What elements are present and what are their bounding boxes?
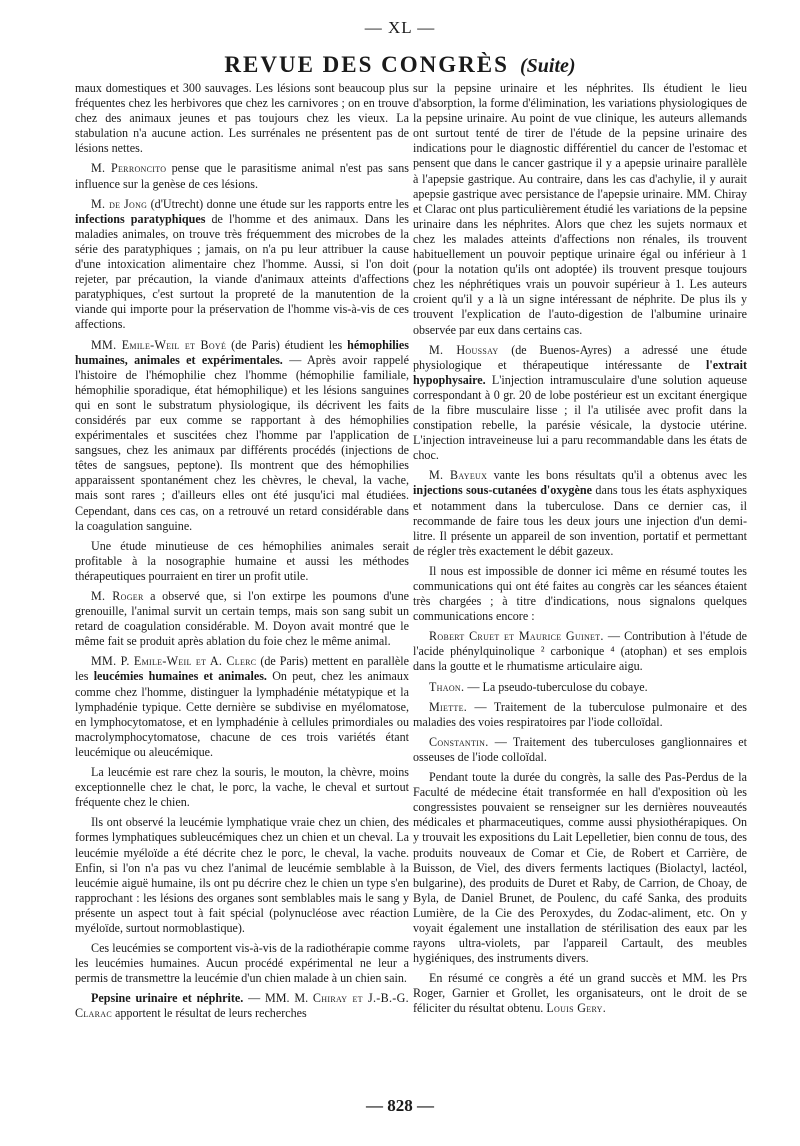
paragraph — [413, 735, 747, 765]
paragraph-text: — Après avoir rappelé l'histoire de l'hémophilie chez l'homme (hémophilie familiale, hémophilie sporadique, état hémophilique) et les lésions sanguines qui en sont le substratum physiologique, ils décrivent les faits considérés par eux comme se rapportant à des hémophilies expérimentales et suscitées chez l'homme par l'application de sangsues, chez les animaux par différents procédés (injections de têtes de sangsues, peptone). Ils montrent que des hémophilies apparaissent spontanément chez les chèvres, le cheval, la vache, mais sont rares ; d'ailleurs elles ont été jusqu'ici mal étudiées. Cependant, dans ces cas, on a retrouvé un retard considérable dans la coagulation sanguine. — [75, 352, 409, 533]
paragraph — [413, 81, 747, 338]
paragraph — [75, 338, 409, 534]
paragraph-text: Ces leucémies se comportent vis-à-vis de la radiothérapie comme les leucémies humaines. Aucun procédé expérimental ne leur a permis de transmettre la leucémie d'un chien malade à un chien sain. — [75, 941, 409, 986]
right-column — [413, 81, 747, 1093]
paragraph — [413, 564, 747, 624]
paragraph — [413, 700, 747, 730]
paragraph — [75, 991, 409, 1021]
signature: Louis Gery. — [546, 1001, 607, 1016]
paragraph-text: En résumé ce congrès a été un grand succès et MM. les Prs Roger, Garnier et Grollet, les organisateurs, ont le droit de se féliciter du résultat obtenu. — [413, 971, 747, 1016]
topic-bold: Pepsine urinaire et néphrite. — [91, 991, 244, 1006]
paragraph-text: (d'Utrecht) donne une étude sur les rapports entre les — [147, 196, 409, 211]
left-column — [75, 81, 409, 1093]
topic-bold: hémophilies humaines, animales et expérimentales. — [75, 337, 409, 367]
paragraph — [75, 539, 409, 584]
paragraph — [75, 81, 409, 156]
author-name: M. de Jong — [91, 196, 148, 211]
paragraph — [75, 765, 409, 810]
page-roman-numeral: — XL — — [364, 18, 436, 37]
paragraph-text: pense que le parasitisme animal n'est pas sans influence sur la genèse de ces lésions. — [75, 161, 409, 191]
author-name: Miette. — [429, 699, 468, 714]
paragraph-text: — Traitement de la tuberculose pulmonaire et des maladies des voies respiratoires par l'iode colloïdal. — [413, 699, 747, 729]
author-name: Constantin. — [429, 734, 489, 749]
paragraph-text: — Traitement des tuberculoses ganglionnaires et osseuses de l'iode colloïdal. — [413, 734, 747, 764]
paragraph-text: de l'homme et des animaux. Dans les maladies animales, on trouve très fréquemment des microbes de la série des paratyphiques ; jamais, on n'a pu leur attribuer la cause d'une intoxication alimentaire chez l'homme. Aussi, si l'on doit rejeter, par précaution, la viande d'animaux atteints d'affections paratyphiques, c'est surtout la propreté de la manutention de la viande qui importe pour la préservation de l'homme vis-à-vis de ces affections. — [75, 211, 409, 332]
page-title — [0, 52, 800, 78]
paragraph-text: Une étude minutieuse de ces hémophilies animales serait profitable à la nosographie humaine et aussi les méthodes thérapeutiques pourraient en tirer un profit utile. — [75, 538, 409, 583]
paragraph-text: L'injection intramusculaire d'une solution aqueuse correspondant à 0 gr. 20 de lobe postérieur est un excitant énergique de la fibre musculaire lisse ; il l'a utilisée avec profit dans la constipation rebelle, la parésie vésicale, la dystocie utérine. L'injection intraveineuse lui a paru recommandable dans les états de choc. — [413, 372, 747, 463]
paragraph — [75, 589, 409, 649]
paragraph-text: apportent le résultat de leurs recherches — [111, 1006, 307, 1021]
title-main: REVUE DES CONGRÈS — [224, 52, 509, 77]
paragraph — [75, 161, 409, 191]
author-name: Robert Cruet et Maurice Guinet. — [429, 629, 604, 644]
author-name: M. Houssay — [429, 342, 499, 357]
paragraph-text: (de Paris) mettent en parallèle les — [75, 654, 409, 684]
topic-bold: l'extrait hypophysaire. — [413, 357, 747, 387]
paragraph — [75, 941, 409, 986]
author-name: Thaon. — [429, 679, 465, 694]
paragraph — [413, 629, 747, 674]
author-name: MM. P. Emile-Weil et A. Clerc — [91, 654, 257, 669]
title-suite: (Suite) — [520, 55, 576, 77]
author-name: M. Roger — [91, 589, 144, 603]
paragraph-text: dans tous les états asphyxiques et notamment dans la tuberculose. Dans ce dernier cas, il recommande de faire tous les deux jours une injection d'un demi-litre. Il présente un appareil de son invention, portatif et permettant de régler très exactement le débit gazeux. — [413, 483, 747, 558]
paragraph-text: (de Buenos-Ayres) a adressé une étude physiologique et thérapeutique intéressante de — [413, 342, 747, 372]
paragraph-text: vante les bons résultats qu'il a obtenus avec les — [487, 468, 747, 483]
paragraph — [75, 654, 409, 760]
topic-bold: infections paratyphiques — [75, 211, 206, 226]
page-number: — 828 — — [366, 1096, 434, 1115]
topic-bold: injections sous-cutanées d'oxygène — [413, 483, 592, 498]
paragraph-text: — La pseudo-tuberculose du cobaye. — [464, 679, 648, 694]
paragraph — [413, 680, 747, 695]
paragraph — [75, 815, 409, 936]
author-name: M. Perroncito — [91, 161, 167, 176]
paragraph-text: Ils ont observé la leucémie lymphatique vraie chez un chien, des formes lymphatiques subleucémiques chez un chien et un cheval. La leucémie myéloïde a été décrite chez le porc, le cheval, la vache. Enfin, si l'on n'a pas vu chez l'animal de leucémie semblable à la leucémie aiguë humaine, ils ont pu décrire chez le chien un type s'en rapprochant : les lésions des organes sont semblables mais le sang y présente un aspect tout à fait spécial (polynucléose avec réaction myéloïde, surtout normoblastique). — [75, 815, 409, 935]
paragraph-text: sur la pepsine urinaire et les néphrites. Ils étudient le lieu d'absorption, la forme d'élimination, les variations physiologiques de la pepsine urinaire. Au point de vue clinique, les auteurs allemands ont surtout tenté de tirer de l'étude de la pepsine urinaire des indications pour le diagnostic différentiel du cancer de l'estomac et pensent que dans le cancer gastrique il y a apepsie urinaire parallèle à l'apepsie gastrique. Au contraire, dans les cas d'achylie, il y aurait apepsie gastrique avec persistance de l'apepsie urinaire. MM. Chiray et Clarac ont plus particulièrement étudié les variations de la pepsine urinaire dans les néphrites. Alors que chez les sujets normaux et chez les malades atteints d'affections non rénales, ils trouvent habituellement un pouvoir peptique urinaire égal ou inférieur à 1 (pour la notation qu'ils ont adoptée) ils trouvent presque toujours chez les néphrétiques vrais un pouvoir supérieur à 1. Les auteurs croient qu'il y a là un signe intéressant de néphrite. De plus ils y trouvent l'explication de l'auto-digestion de l'albumine urinaire observée par eux dans certains cas. — [413, 81, 747, 337]
paragraph — [413, 468, 747, 559]
paragraph-text: (de Paris) étudient les — [226, 337, 348, 352]
author-name: MM. Emile-Weil et Boyé — [91, 337, 227, 352]
paragraph-text: — Contribution à l'étude de l'acide phénylquinolique ² carbonique ⁴ (atophan) et ses emplois dans la goutte et le rhumatisme articulaire aigu. — [413, 629, 747, 674]
paragraph — [413, 971, 747, 1016]
author-name: Chiray et J.-B.-G. Clarac — [75, 991, 409, 1021]
paragraph-text: On peut, chez les animaux comme chez l'homme, distinguer la lymphadénie métatypique et la lymphadénie typique. Cette dernière se subdivise en myélomatose, en lymphocytomatose, et en lymphadénie à cellules primordiales ou macrolymphocytomatose, chacune de ces trois variétés étant leucémique ou aleucémique. — [75, 669, 409, 759]
paragraph — [413, 343, 747, 464]
paragraph-text: a observé que, si l'on extirpe les poumons d'une grenouille, l'animal survit un certain temps, mais son sang subit un retard de coagulation considérable. M. Doyon avait montré que le même fait se produit après ablation du foie chez le même animal. — [75, 589, 409, 649]
topic-bold: leucémies humaines et animales. — [93, 669, 267, 684]
paragraph-text: maux domestiques et 300 sauvages. Les lésions sont beaucoup plus fréquentes chez les herbivores que chez les carnivores ; on en trouve chez des animaux jeunes et pas toujours chez les vieux. La stabulation n'a aucune action. Les surrénales ne présentent pas de lésions nettes. — [75, 81, 409, 156]
author-name: M. Bayeux — [429, 468, 488, 483]
paragraph-text: Il nous est impossible de donner ici même en résumé toutes les communications qui ont été faites au congrès car les séances étaient très chargées ; à titre d'indications, nous signalons quelques communications encore : — [413, 563, 747, 624]
paragraph-text: Pendant toute la durée du congrès, la salle des Pas-Perdus de la Faculté de médecine était transformée en hall d'exposition où les congressistes pouvaient se renseigner sur les dernières nouveautés médicales et pharmaceutiques, comme aussi physiothérapiques. On y trouvait les expositions du Lait Lepelletier, bien connu de tous, des produits nouveaux de Comar et Cie, de Robert et Carrière, de Buisson, de Viel, des divers ferments lactiques (Biolactyl, lactéol, bulgarine), des produits de Duret et Raby, de Carrion, de Choay, de Byla, de Daniel Brunet, de Poulenc, du café Sanka, des produits Lumière, de la Cie des Peroxydes, du Zodac-aliment, etc. On y voyait également une installation de stérilisation des eaux par les rayons ultra-violets, par l'appareil Cartault, des meubles hygiéniques, des instruments divers. — [413, 770, 747, 966]
paragraph — [75, 197, 409, 333]
paragraph-text: La leucémie est rare chez la souris, le mouton, la chèvre, moins exceptionnelle chez le chat, le porc, la vache, le cheval et surtout fréquente chez le chien. — [75, 765, 409, 810]
paragraph — [413, 770, 747, 966]
paragraph-text: — MM. M. — [243, 991, 313, 1006]
